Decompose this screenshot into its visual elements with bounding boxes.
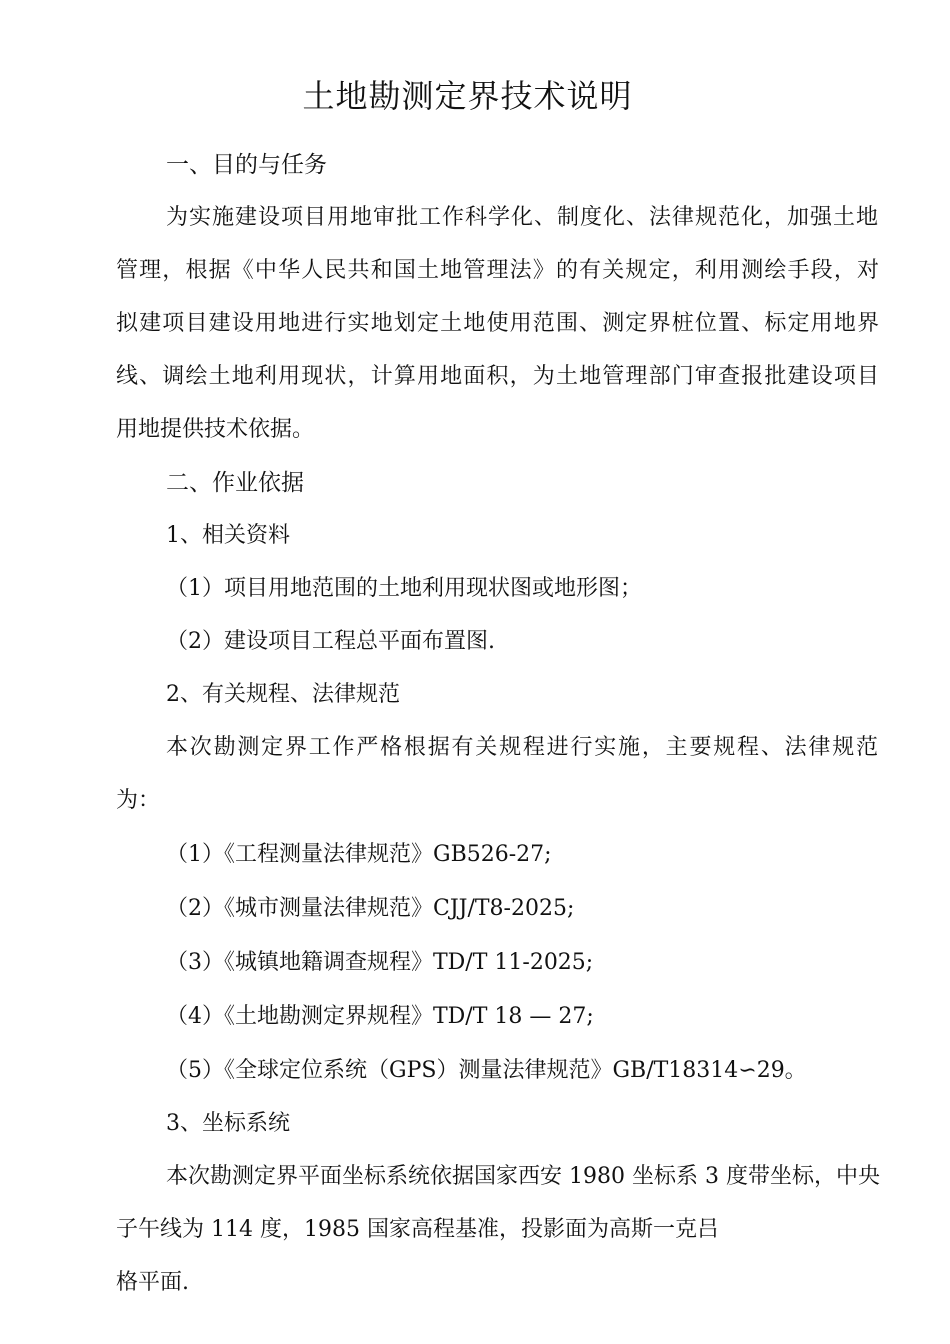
subsection-title-regulations: 2、有关规程、法律规范	[166, 682, 400, 707]
paragraph-line	[116, 309, 879, 339]
list-item: （1）《工程测量法律规范》GB526-27;	[166, 842, 552, 867]
paragraph-line	[166, 1162, 878, 1192]
paragraph-line	[166, 203, 878, 233]
paragraph-line-last: 为：	[116, 788, 161, 813]
subsection-title-materials: 1、相关资料	[166, 523, 290, 548]
paragraph-line-last: 格平面.	[116, 1270, 189, 1295]
section-heading-purpose: 一、目的与任务	[166, 152, 327, 178]
paragraph-text: 拟建项目建设用地进行实地划定土地使用范围、测定界桩位置、标定用地界	[116, 311, 879, 336]
list-item: （4）《土地勘测定界规程》TD/T 18 — 27;	[166, 1004, 594, 1029]
paragraph-text: 本次勘测定界工作严格根据有关规程进行实施，主要规程、法律规范	[166, 735, 878, 760]
list-item: （2）建设项目工程总平面布置图.	[166, 629, 495, 654]
paragraph-line-last: 用地提供技术依据。	[116, 417, 315, 442]
section-heading-basis: 二、作业依据	[166, 470, 304, 496]
subsection-title-coordinates: 3、坐标系统	[166, 1111, 290, 1136]
paragraph-text: 管理，根据《中华人民共和国土地管理法》的有关规定，利用测绘手段，对	[116, 258, 879, 283]
paragraph-text: 为实施建设项目用地审批工作科学化、制度化、法律规范化，加强土地	[166, 205, 878, 230]
paragraph-line	[116, 256, 879, 286]
list-item: （5）《全球定位系统（GPS）测量法律规范》GB/T18314∽29。	[166, 1058, 807, 1083]
paragraph-line	[166, 733, 878, 763]
list-item: （3）《城镇地籍调查规程》TD/T 11-2025;	[166, 950, 594, 975]
list-item: （2）《城市测量法律规范》CJJ/T8-2025;	[166, 896, 575, 921]
list-item: （1）项目用地范围的土地利用现状图或地形图；	[166, 576, 642, 601]
paragraph-line: 子午线为 114 度，1985 国家高程基准，投影面为高斯一克吕	[116, 1217, 719, 1242]
paragraph-text: 线、调绘土地利用现状，计算用地面积，为土地管理部门审查报批建设项目	[116, 364, 879, 389]
document-title: 土地勘测定界技术说明	[302, 77, 633, 115]
paragraph-line	[116, 362, 879, 392]
paragraph-text: 本次勘测定界平面坐标系统依据国家西安 1980 坐标系 3 度带坐标，中央	[166, 1164, 880, 1189]
